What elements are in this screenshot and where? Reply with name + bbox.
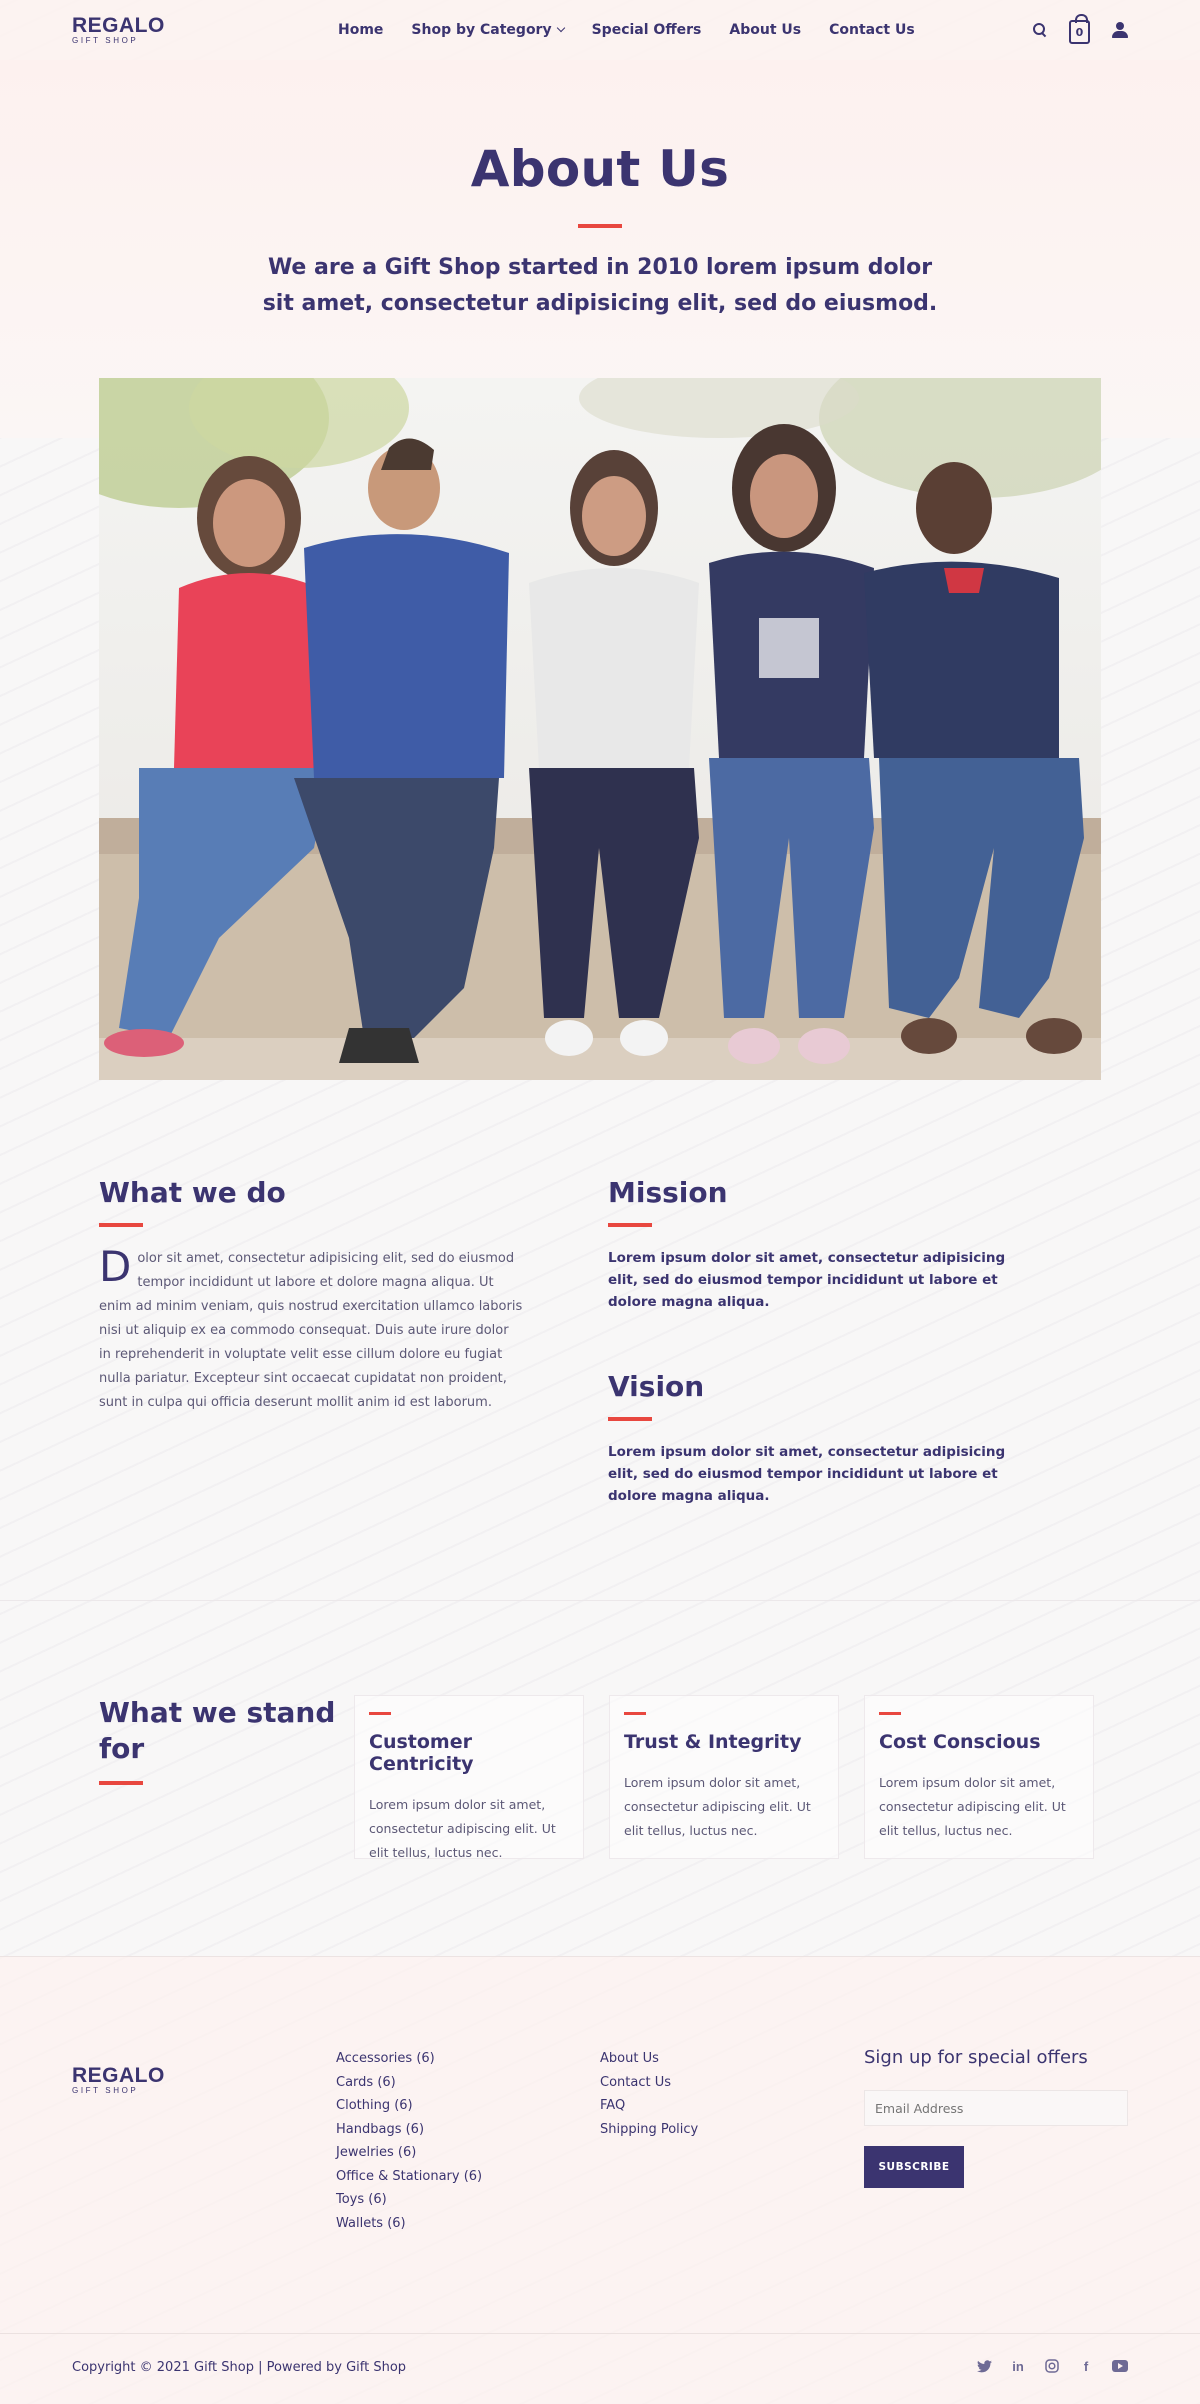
youtube-icon[interactable]	[1112, 2358, 1128, 2374]
mission-text: Lorem ipsum dolor sit amet, consectetur adipisicing elit, sed do eiusmod tempor incididunt ut labore et dolore magna aliqua.	[608, 1250, 1006, 1310]
what-we-do-body: olor sit amet, consectetur adipisicing elit, sed do eiusmod tempor incididunt ut labore et dolore magna aliqua. Ut enim ad minim veniam, quis nostrud exercitation ullamco laboris nisi ut aliquip ex ea commodo consequat. Duis aute irure dolor in reprehenderit in voluptate velit esse cillum dolore eu fugiat nulla pariatur. Excepteur sint occaecat cupidatat non proident, sunt in culpa qui officia deserunt mollit anim id est laborum.	[99, 1251, 523, 1410]
footer-category-link[interactable]: Jewelries (6)	[336, 2145, 417, 2160]
email-field[interactable]	[864, 2090, 1128, 2126]
about-details-section	[0, 1080, 1200, 1600]
site-footer	[0, 1956, 1200, 2404]
value-card-title: Trust & Integrity	[624, 1731, 802, 1753]
value-card-text: Lorem ipsum dolor sit amet, consectetur adipiscing elit. Ut elit tellus, luctus nec.	[879, 1775, 1066, 1838]
what-we-do-text	[99, 1242, 523, 1415]
footer-logo[interactable]	[72, 2065, 165, 2095]
site-header	[0, 0, 1200, 60]
cart-count: 0	[1075, 25, 1084, 39]
footer-link-about[interactable]: About Us	[600, 2051, 659, 2066]
team-photo-image	[99, 378, 1101, 1080]
dropcap-letter: D	[99, 1242, 132, 1291]
value-card	[609, 1695, 839, 1859]
nav-about-us[interactable]: About Us	[729, 22, 802, 38]
card-accent	[624, 1712, 646, 1715]
hero-subtitle: We are a Gift Shop started in 2010 lorem ipsum dolor sit amet, consectetur adipisicing elit, sed do eiusmod.	[262, 255, 938, 316]
vision-column	[608, 1370, 1028, 1507]
nav-contact-us[interactable]: Contact Us	[829, 22, 915, 38]
search-icon[interactable]	[1033, 23, 1047, 37]
card-accent	[879, 1712, 901, 1715]
instagram-icon[interactable]	[1044, 2358, 1060, 2374]
footer-categories	[336, 2047, 482, 2235]
footer-link-faq[interactable]: FAQ	[600, 2098, 626, 2113]
nav-shop-by-category-label: Shop by Category	[411, 22, 552, 38]
what-we-do-heading: What we do	[99, 1176, 286, 1209]
nav-home[interactable]: Home	[338, 22, 384, 38]
social-links	[976, 2358, 1128, 2374]
footer-category-link[interactable]: Toys (6)	[336, 2192, 387, 2207]
value-card	[864, 1695, 1094, 1859]
logo-main-text: REGALO	[72, 2064, 165, 2087]
footer-category-link[interactable]: Accessories (6)	[336, 2051, 435, 2066]
nav-shop-by-category[interactable]	[411, 22, 563, 38]
site-logo[interactable]	[72, 15, 165, 45]
footer-category-link[interactable]: Office & Stationary (6)	[336, 2168, 483, 2184]
mission-heading: Mission	[608, 1176, 728, 1209]
cart-icon[interactable]	[1069, 20, 1090, 44]
value-card	[354, 1695, 584, 1859]
value-card-title: Customer Centricity	[369, 1731, 474, 1775]
mission-column	[608, 1176, 1028, 1313]
stand-for-heading-block	[99, 1695, 339, 1785]
page-title: About Us	[470, 140, 730, 198]
footer-category-link[interactable]: Handbags (6)	[336, 2121, 425, 2137]
footer-links	[600, 2047, 698, 2141]
linkedin-icon[interactable]: in	[1012, 2358, 1024, 2374]
logo-sub-text: GIFT SHOP	[72, 36, 139, 45]
footer-link-contact[interactable]: Contact Us	[600, 2074, 671, 2090]
logo-sub-text: GIFT SHOP	[72, 2086, 139, 2095]
stand-for-section	[0, 1600, 1200, 1956]
stand-for-underline	[99, 1781, 143, 1785]
copyright-text: Copyright © 2021 Gift Shop | Powered by Gift Shop	[72, 2360, 407, 2375]
card-accent	[369, 1712, 391, 1715]
vision-heading: Vision	[608, 1370, 705, 1403]
footer-link-shipping[interactable]: Shipping Policy	[600, 2121, 699, 2137]
mission-underline	[608, 1223, 652, 1227]
twitter-icon[interactable]	[976, 2358, 992, 2374]
footer-bottom-bar	[0, 2333, 1200, 2404]
what-we-do-column	[99, 1176, 523, 1415]
value-card-title: Cost Conscious	[879, 1731, 1041, 1753]
header-actions	[1033, 0, 1128, 60]
value-card-text: Lorem ipsum dolor sit amet, consectetur adipiscing elit. Ut elit tellus, luctus nec.	[624, 1775, 811, 1838]
subscribe-button[interactable]: SUBSCRIBE	[864, 2146, 964, 2188]
nav-special-offers[interactable]: Special Offers	[591, 22, 702, 38]
newsletter-signup	[864, 2047, 1128, 2188]
title-underline	[578, 224, 622, 228]
stand-for-heading: What we stand for	[99, 1696, 336, 1765]
facebook-icon[interactable]: f	[1083, 2358, 1089, 2374]
vision-underline	[608, 1417, 652, 1421]
footer-category-link[interactable]: Cards (6)	[336, 2074, 396, 2090]
user-icon[interactable]	[1112, 22, 1128, 38]
main-nav	[338, 0, 915, 60]
vision-text: Lorem ipsum dolor sit amet, consectetur adipisicing elit, sed do eiusmod tempor incididunt ut labore et dolore magna aliqua.	[608, 1444, 1006, 1504]
footer-category-link[interactable]: Wallets (6)	[336, 2215, 406, 2231]
value-card-text: Lorem ipsum dolor sit amet, consectetur adipiscing elit. Ut elit tellus, luctus nec.	[369, 1797, 556, 1860]
team-photo	[99, 378, 1101, 1080]
what-we-do-underline	[99, 1223, 143, 1227]
signup-heading: Sign up for special offers	[864, 2047, 1088, 2068]
logo-main-text: REGALO	[72, 14, 165, 37]
chevron-down-icon	[556, 24, 564, 32]
footer-category-link[interactable]: Clothing (6)	[336, 2098, 413, 2113]
